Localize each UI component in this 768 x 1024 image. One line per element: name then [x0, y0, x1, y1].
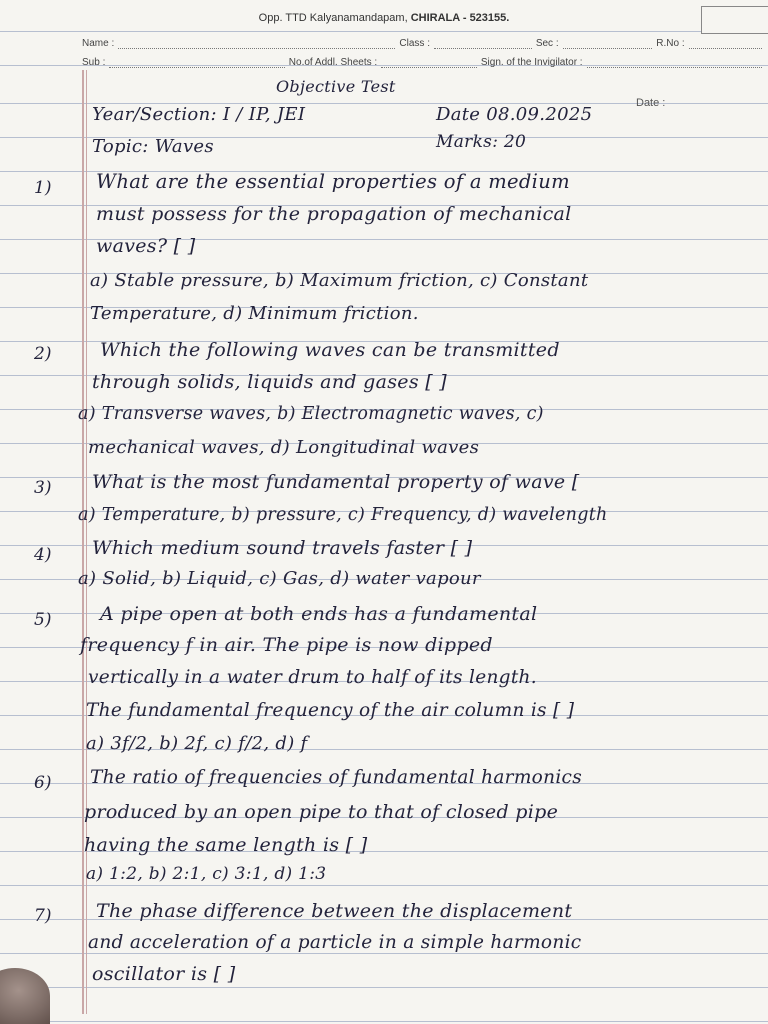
marks: Marks: 20: [436, 132, 527, 152]
question-5-line-3: vertically in a water drum to half of its length.: [88, 667, 537, 688]
question-5-line-4: The fundamental frequency of the air column is [ ]: [86, 700, 575, 721]
question-2-options-1: a) Transverse waves, b) Electromagnetic waves, c): [78, 404, 544, 424]
printed-date-label: Date :: [636, 97, 666, 109]
question-6-options: a) 1:2, b) 2:1, c) 3:1, d) 1:3: [86, 864, 327, 884]
school-address: [0, 12, 768, 24]
address-city: CHIRALA - 523155.: [410, 12, 510, 24]
corner-box: [701, 6, 768, 34]
question-5-line-2: frequency f in air. The pipe is now dipped: [80, 634, 493, 656]
question-1-line-1: What are the essential properties of a medium: [96, 170, 570, 193]
question-3-options: a) Temperature, b) pressure, c) Frequency, d) wavelength: [78, 505, 608, 525]
year-section: Year/Section: I / IP, JEI: [92, 104, 306, 125]
question-1-number: 1): [34, 178, 52, 198]
question-1-line-2: must possess for the propagation of mechanical: [96, 203, 572, 225]
margin-line: [82, 70, 84, 1014]
question-5-options: a) 3f/2, b) 2f, c) f/2, d) f: [86, 733, 308, 754]
test-title: Objective Test: [276, 77, 396, 96]
question-7-line-3: oscillator is [ ]: [92, 963, 236, 985]
question-2-options-2: mechanical waves, d) Longitudinal waves: [88, 437, 480, 458]
question-4-line-1: Which medium sound travels faster [ ]: [92, 537, 473, 559]
question-6-number: 6): [34, 773, 52, 793]
test-date: Date 08.09.2025: [436, 104, 593, 125]
question-4-number: 4): [34, 545, 52, 565]
question-7-line-2: and acceleration of a particle in a simple harmonic: [88, 932, 582, 953]
header-row-name: [82, 38, 762, 49]
question-1-options-2: Temperature, d) Minimum friction.: [90, 303, 419, 324]
topic: Topic: Waves: [92, 136, 214, 157]
question-7-line-1: The phase difference between the displacement: [96, 900, 573, 922]
question-5-number: 5): [34, 610, 52, 630]
sec-label: Sec :: [535, 38, 559, 49]
rno-label: R.No :: [656, 38, 685, 49]
question-2-line-2: through solids, liquids and gases [ ]: [92, 371, 447, 393]
question-6-line-2: produced by an open pipe to that of closed pipe: [84, 801, 559, 823]
question-4-options: a) Solid, b) Liquid, c) Gas, d) water vapour: [78, 568, 481, 589]
question-1-options-1: a) Stable pressure, b) Maximum friction, c) Constant: [90, 270, 589, 291]
address-text: Opp. TTD Kalyanamandapam,: [258, 12, 411, 24]
header-row-sub: [82, 57, 762, 68]
name-label: Name :: [82, 38, 115, 49]
thumb-in-photo: [0, 968, 50, 1024]
class-label: Class :: [399, 38, 430, 49]
question-1-line-3: waves? [ ]: [96, 235, 196, 257]
question-3-line-1: What is the most fundamental property of wave [: [92, 471, 580, 493]
addl-sheets-label: No.of Addl. Sheets :: [288, 57, 378, 68]
question-6-line-1: The ratio of frequencies of fundamental harmonics: [90, 767, 582, 788]
invigilator-label: Sign. of the Invigilator :: [480, 57, 583, 68]
question-7-number: 7): [34, 906, 52, 926]
question-5-line-1: A pipe open at both ends has a fundamental: [100, 603, 538, 625]
question-2-number: 2): [34, 344, 52, 364]
question-2-line-1: Which the following waves can be transmitted: [100, 339, 560, 361]
question-3-number: 3): [34, 478, 52, 498]
sub-label: Sub :: [82, 57, 106, 68]
question-6-line-3: having the same length is [ ]: [84, 834, 368, 856]
